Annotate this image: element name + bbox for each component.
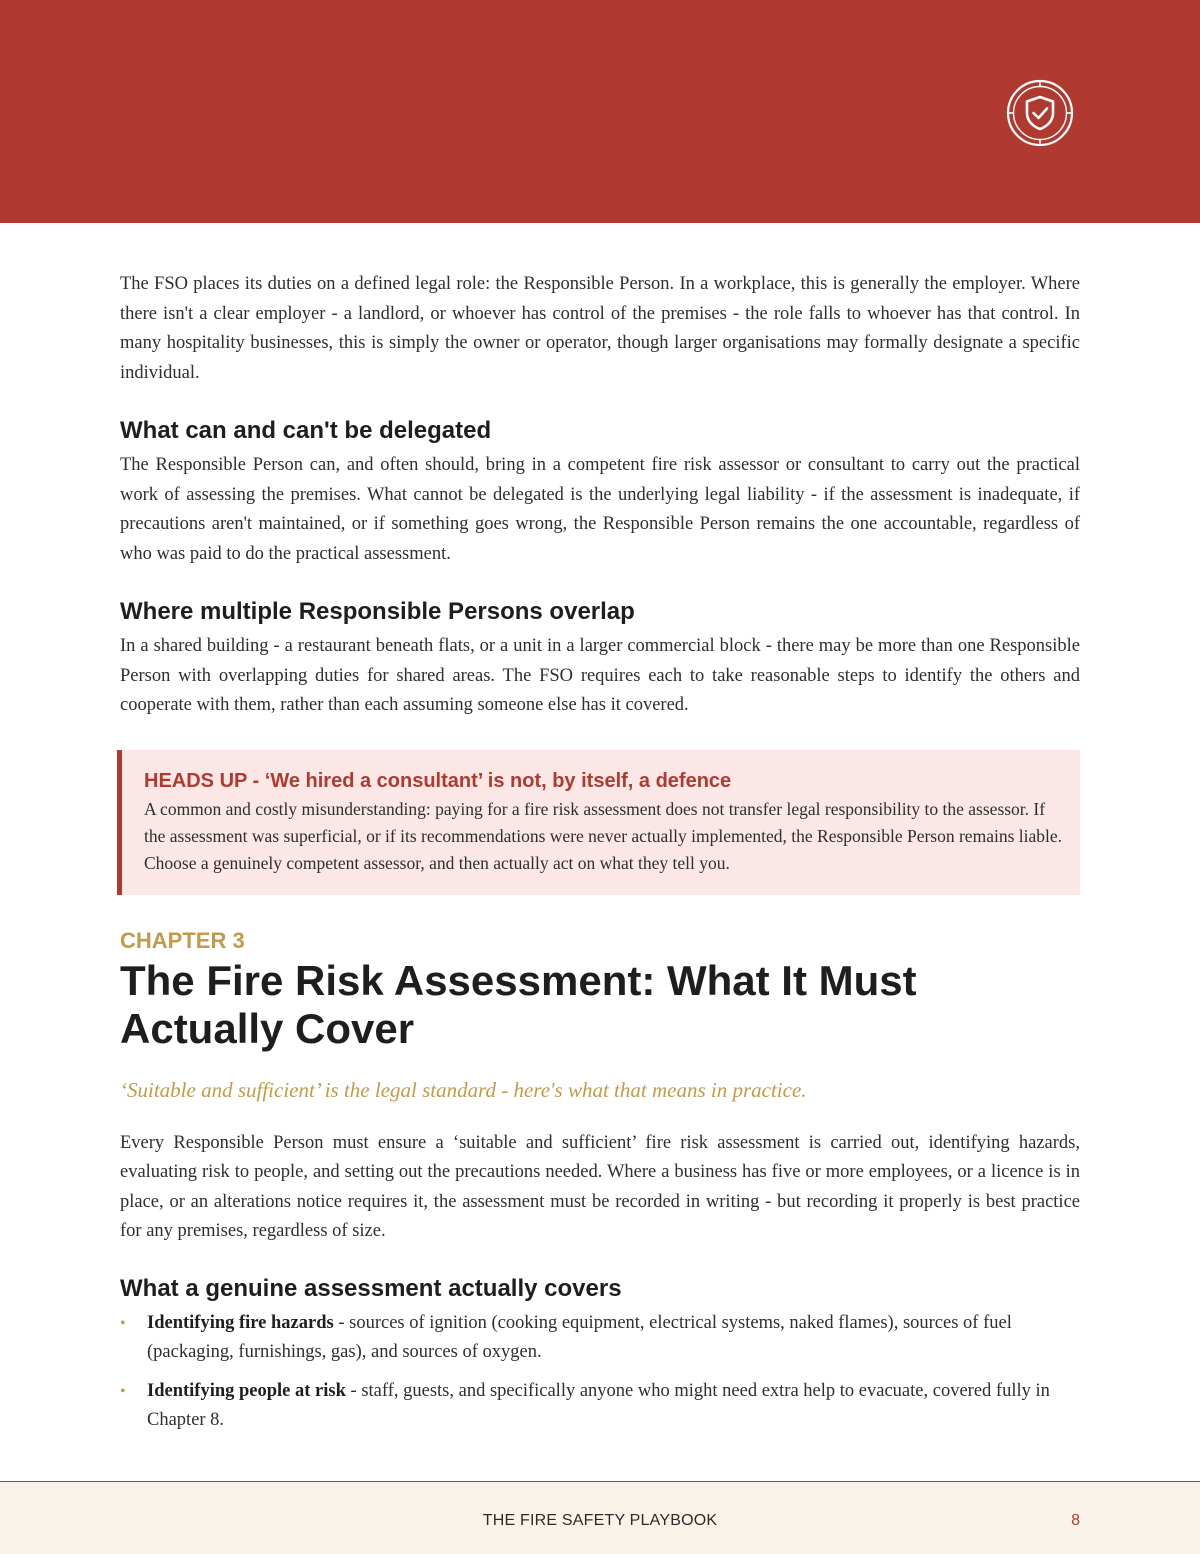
page-footer bbox=[0, 1481, 1200, 1554]
section-body-delegation: The Responsible Person can, and often should, bring in a competent fire risk assessor or consultant to carry out the practical work of assessing the premises. What cannot be delegated is the underlying legal liability - if the assessment is inadequate, if precautions aren't maintained, or if something goes wrong, the Responsible Person remains the one accountable, regardless of who was paid to do the practical assessment. bbox=[120, 455, 1080, 564]
bullet-text: - sources of ignition (cooking equipment, electrical systems, naked flames), sources of fuel (packaging, furnishings, gas), and sources of oxygen. bbox=[147, 1312, 1012, 1362]
chapter-body: Every Responsible Person must ensure a ‘suitable and sufficient’ fire risk assessment is carried out, identifying hazards, evaluating risk to people, and setting out the precautions needed. Where a business has five or more employees, or a licence is in place, or an alterations notice requires it, the assessment must be recorded in writing - but recording it properly is best practice for any premises, regardless of size. bbox=[120, 1132, 1080, 1241]
callout-body: A common and costly misunderstanding: paying for a fire risk assessment does not transfer legal responsibility to the assessor. If the assessment was superficial, or if its recommendations were never actually implemented, the Responsible Person remains liable. Choose a genuinely competent assessor, and then actually act on what they tell you. bbox=[144, 798, 1062, 873]
list-item bbox=[120, 1309, 1080, 1368]
footer-title: THE FIRE SAFETY PLAYBOOK bbox=[482, 1512, 718, 1529]
section-body-overlap: In a shared building - a restaurant beneath flats, or a unit in a larger commercial block - there may be more than one Responsible Person with overlapping duties for shared areas. The FSO requires each to take reasonable steps to identify the others and cooperate with them, rather than each assuming someone else has it covered. bbox=[120, 636, 1080, 715]
page-number: 8 bbox=[1071, 1512, 1080, 1529]
bullet-bold: Identifying fire hazards bbox=[147, 1312, 334, 1333]
header-band bbox=[0, 0, 1200, 223]
bullet-text: - staff, guests, and specifically anyone who might need extra help to evacuate, covered fully in Chapter 8. bbox=[147, 1380, 1050, 1430]
bullet-dot-icon: • bbox=[120, 1314, 126, 1332]
chapter-label: CHAPTER 3 bbox=[120, 927, 245, 953]
assessment-bullet-list bbox=[120, 1309, 1080, 1436]
callout-title: HEADS UP - ‘We hired a consultant’ is not, by itself, a defence bbox=[144, 769, 732, 792]
chapter-lede: ‘Suitable and sufficient’ is the legal standard - here's what that means in practice. bbox=[120, 1077, 807, 1102]
shield-check-icon bbox=[1005, 78, 1075, 148]
bullet-dot-icon: • bbox=[120, 1382, 126, 1400]
list-item bbox=[120, 1377, 1080, 1436]
page-content bbox=[120, 270, 1080, 1445]
intro-paragraph: The FSO places its duties on a defined legal role: the Responsible Person. In a workplace, this is generally the employer. Where there isn't a clear employer - a landlord, or whoever has control of the premises - the role falls to whoever has that control. In many hospitality businesses, this is simply the owner or operator, though larger organisations may formally designate a specific individual. bbox=[120, 274, 1080, 383]
heads-up-callout bbox=[117, 750, 1080, 895]
assessment-subheading: What a genuine assessment actually covers bbox=[120, 1274, 622, 1302]
bullet-bold: Identifying people at risk bbox=[147, 1380, 346, 1401]
chapter-title: The Fire Risk Assessment: What It Must Actually Cover bbox=[120, 956, 917, 1052]
section-heading-overlap: Where multiple Responsible Persons overlap bbox=[120, 598, 635, 625]
section-heading-delegation: What can and can't be delegated bbox=[120, 417, 492, 444]
